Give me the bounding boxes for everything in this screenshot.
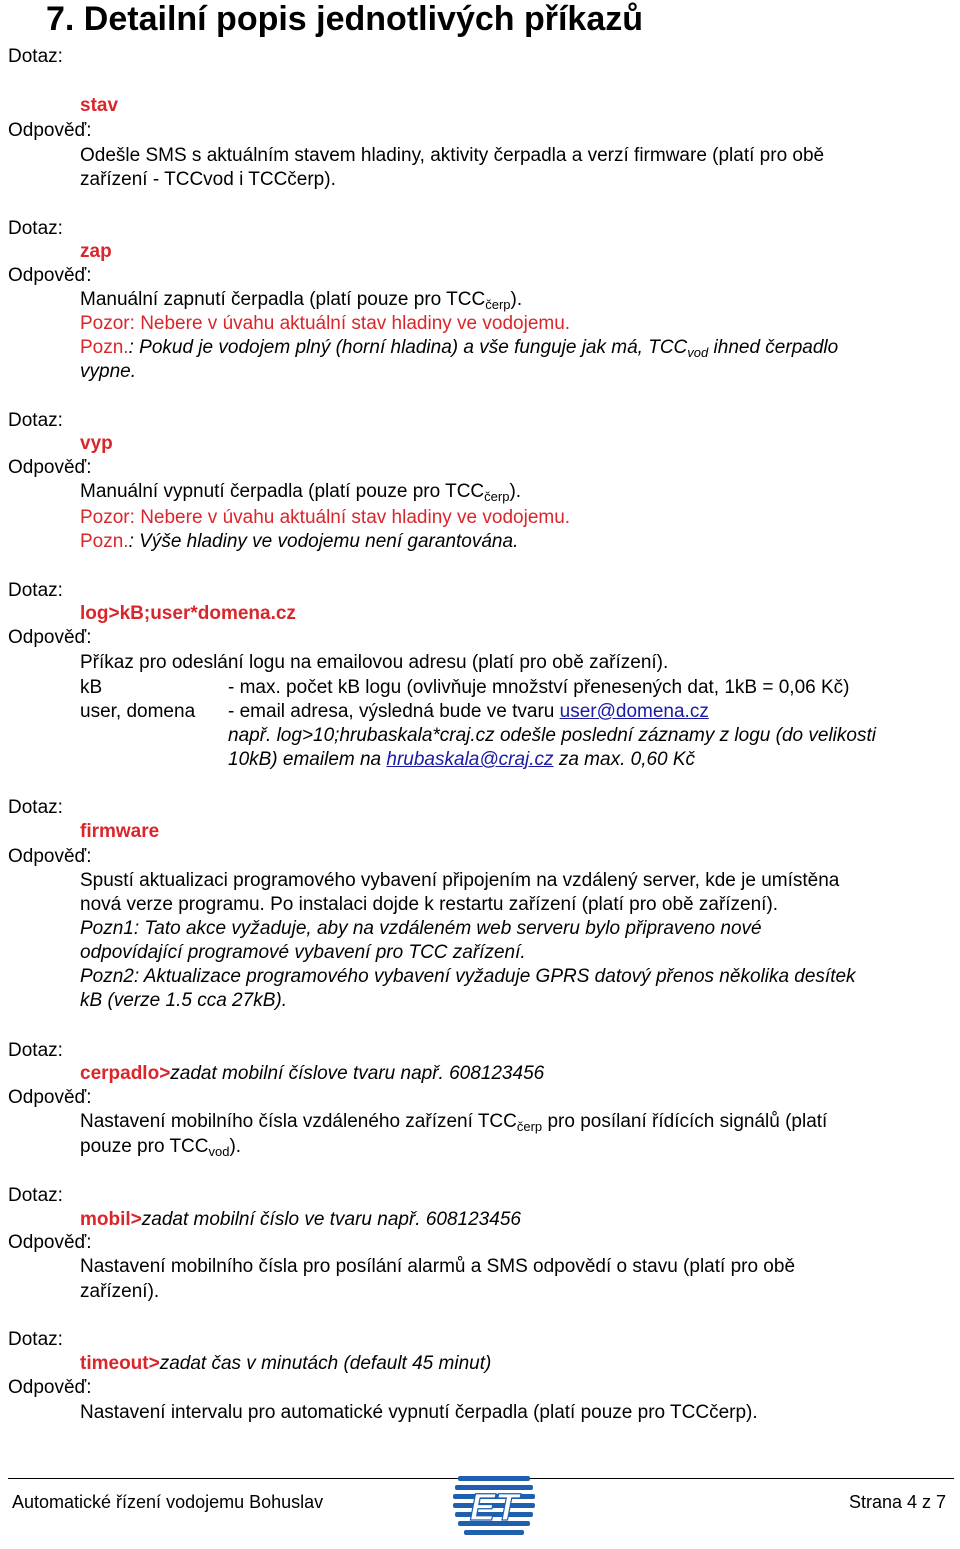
example-text: např. log>10;hrubaskala*craj.cz odešle poslední záznamy z logu (do velikosti	[228, 725, 876, 746]
command-mobil: mobil>zadat mobilní číslo ve tvaru např. 608123456	[80, 1209, 521, 1230]
email-link[interactable]: hrubaskala@craj.cz	[386, 749, 554, 770]
param-desc-user: - email adresa, výsledná bude ve tvaru user@domena.cz	[228, 701, 709, 722]
answer-text: Nastavení intervalu pro automatické vypnutí čerpadla (platí pouze pro TCCčerp).	[80, 1402, 758, 1423]
query-label: Dotaz:	[8, 1185, 63, 1206]
answer-text: Příkaz pro odeslání logu na emailovou adresu (platí pro obě zařízení).	[80, 652, 669, 673]
note-text: kB (verze 1.5 cca 27kB).	[80, 990, 287, 1011]
query-label: Dotaz:	[8, 1040, 63, 1061]
param-key-user: user, domena	[80, 701, 196, 722]
footer-document-name: Automatické řízení vodojemu Bohuslav	[12, 1492, 324, 1512]
answer-label: Odpověď:	[8, 1377, 92, 1398]
answer-label: Odpověď:	[8, 846, 92, 867]
answer-text: Manuální vypnutí čerpadla (platí pouze pro $TCC_{čerp}$).	[80, 481, 522, 504]
answer-label: Odpověď:	[8, 627, 92, 648]
logo-text: ET	[469, 1487, 519, 1529]
et-logo-icon	[452, 1462, 536, 1546]
answer-label: Odpověď:	[8, 265, 92, 286]
example-text: 10kB) emailem na hrubaskala@craj.cz za max. 0,60 Kč	[228, 749, 696, 770]
page-title: 7. Detailní popis jednotlivých příkazů	[46, 0, 644, 38]
answer-text: Nastavení mobilního čísla vzdáleného zařízení $TCC_{čerp}$ pro posílaní řídících signálů (platí	[80, 1111, 828, 1134]
answer-label: Odpověď:	[8, 1232, 92, 1253]
command-stav: stav	[80, 95, 119, 116]
answer-text: Odešle SMS s aktuálním stavem hladiny, aktivity čerpadla a verzí firmware (platí pro obě	[80, 145, 825, 166]
query-label: Dotaz:	[8, 797, 63, 818]
command-zap: zap	[80, 241, 112, 262]
answer-label: Odpověď:	[8, 457, 92, 478]
answer-text: Manuální zapnutí čerpadla (platí pouze pro $TCC_{čerp}$).	[80, 289, 523, 312]
note-text: odpovídající programové vybavení pro TCC zařízení.	[80, 942, 526, 963]
answer-label: Odpověď:	[8, 120, 92, 141]
page-number: Strana 4 z 7	[848, 1492, 946, 1512]
query-label: Dotaz:	[8, 580, 63, 601]
warning-note: Pozor: Nebere v úvahu aktuální stav hladiny ve vodojemu.	[80, 313, 571, 334]
email-link[interactable]: user@domena.cz	[559, 701, 709, 722]
param-desc-kb: - max. počet kB logu (ovlivňuje množství přenesených dat, 1kB = 0,06 Kč)	[228, 677, 850, 698]
answer-text: Nastavení mobilního čísla pro posílání alarmů a SMS odpovědí o stavu (platí pro obě	[80, 1256, 796, 1277]
answer-text: Spustí aktualizaci programového vybavení připojením na vzdálený server, kde je umístěna	[80, 870, 840, 891]
note-text: vypne.	[80, 361, 136, 382]
query-label: Dotaz:	[8, 410, 63, 431]
query-label: Dotaz:	[8, 218, 63, 239]
query-label: Dotaz:	[8, 46, 63, 67]
command-timeout: timeout>zadat čas v minutách (default 45 minut)	[80, 1353, 492, 1374]
command-vyp: vyp	[80, 433, 113, 454]
query-label: Dotaz:	[8, 1329, 63, 1350]
answer-text: zařízení).	[80, 1281, 160, 1302]
answer-text: nová verze programu. Po instalaci dojde k restartu zařízení (platí pro obě zařízení).	[80, 894, 779, 915]
note-text: Pozn1: Tato akce vyžaduje, aby na vzdáleném web serveru bylo připraveno nové	[80, 918, 762, 939]
answer-label: Odpověď:	[8, 1087, 92, 1108]
note-text: Pozn.: Pokud je vodojem plný (horní hladina) a vše funguje jak má, $TCC_{vod}$ ihned čerpadlo	[80, 337, 839, 360]
command-firmware: firmware	[80, 821, 160, 842]
answer-text: pouze pro $TCC_{vod}$).	[80, 1136, 242, 1159]
command-log: log>kB;user*domena.cz	[80, 603, 296, 624]
answer-text: zařízení - TCCvod i TCCčerp).	[80, 169, 336, 190]
warning-note: Pozor: Nebere v úvahu aktuální stav hladiny ve vodojemu.	[80, 507, 571, 528]
command-cerpadlo: cerpadlo>zadat mobilní číslove tvaru např. 608123456	[80, 1063, 545, 1084]
param-key-kb: kB	[80, 677, 103, 698]
note-text: Pozn.: Výše hladiny ve vodojemu není garantována.	[80, 531, 519, 552]
note-text: Pozn2: Aktualizace programového vybavení vyžaduje GPRS datový přenos několika desítek	[80, 966, 856, 987]
